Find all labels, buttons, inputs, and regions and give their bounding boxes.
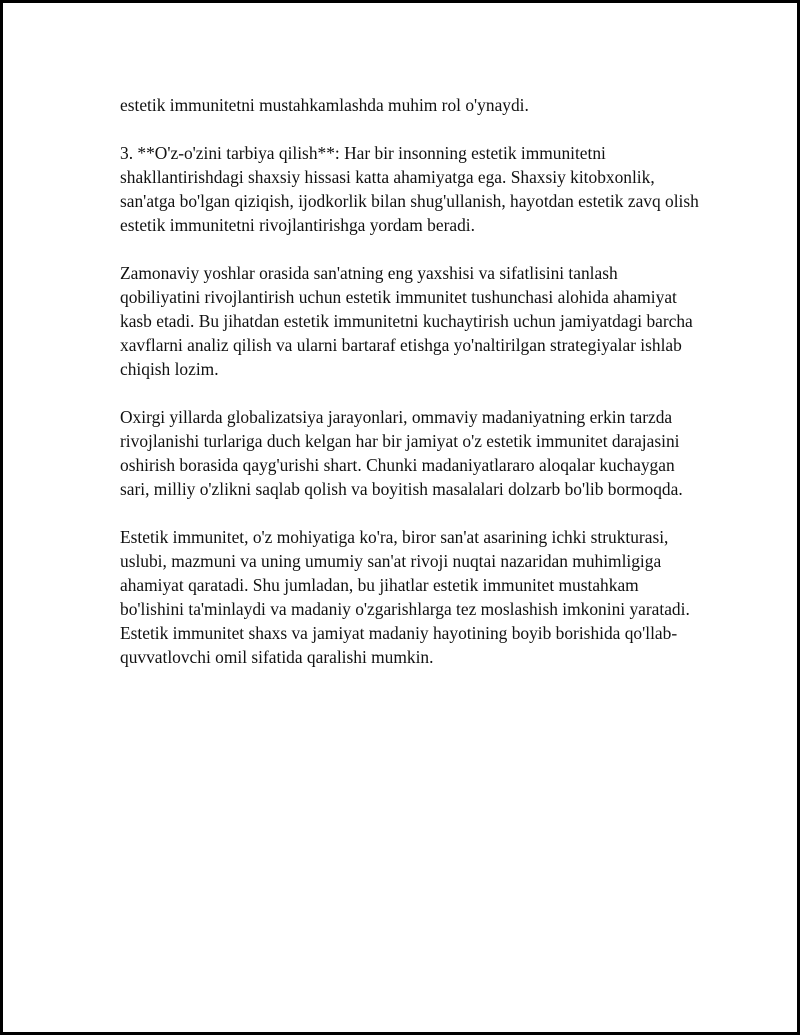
paragraph-continuation: estetik immunitetni mustahkamlashda muhim rol o'ynaydi. (120, 95, 529, 115)
paragraph-globalization: Oxirgi yillarda globalizatsiya jarayonlari, ommaviy madaniyatning erkin tarzda rivojlanishi turlariga duch kelgan har bir jamiyat o'z estetik immunitet darajasini oshirish borasida qayg'urishi shart. Chunki madaniyatlararo aloqalar kuchaygan sari, milliy o'zlikni saqlab qolish va boyitish masalalari dolzarb bo'lib bormoqda. (120, 407, 683, 499)
paragraph-aesthetic-immunity: Estetik immunitet, o'z mohiyatiga ko'ra, biror san'at asarining ichki strukturasi, uslubi, mazmuni va uning umumiy san'at rivoji nuqtai nazaridan muhimligiga ahamiyat qaratadi. Shu jumladan, bu jihatlar estetik immunitet mustahkam bo'lishini ta'minlaydi va madaniy o'zgarishlarga tez moslashish imkonini yaratadi. Estetik immunitet shaxs va jamiyat madaniy hayotining boyib borishida qo'llab-quvvatlovchi omil sifatida qaralishi mumkin. (120, 527, 690, 667)
document-body (120, 93, 700, 693)
paragraph-self-education: 3. **O'z-o'zini tarbiya qilish**: Har bir insonning estetik immunitetni shakllantirishdagi shaxsiy hissasi katta ahamiyatga ega. Shaxsiy kitobxonlik, san'atga bo'lgan qiziqish, ijodkorlik bilan shug'ullanish, hayotdan estetik zavq olish estetik immunitetni rivojlantirishga yordam beradi. (120, 143, 699, 235)
paragraph-modern-youth: Zamonaviy yoshlar orasida san'atning eng yaxshisi va sifatlisini tanlash qobiliyatini rivojlantirish uchun estetik immunitet tushunchasi alohida ahamiyat kasb etadi. Bu jihatdan estetik immunitetni kuchaytirish uchun jamiyatdagi barcha xavflarni analiz qilish va ularni bartaraf etishga yo'naltirilgan strategiyalar ishlab chiqish lozim. (120, 263, 693, 379)
